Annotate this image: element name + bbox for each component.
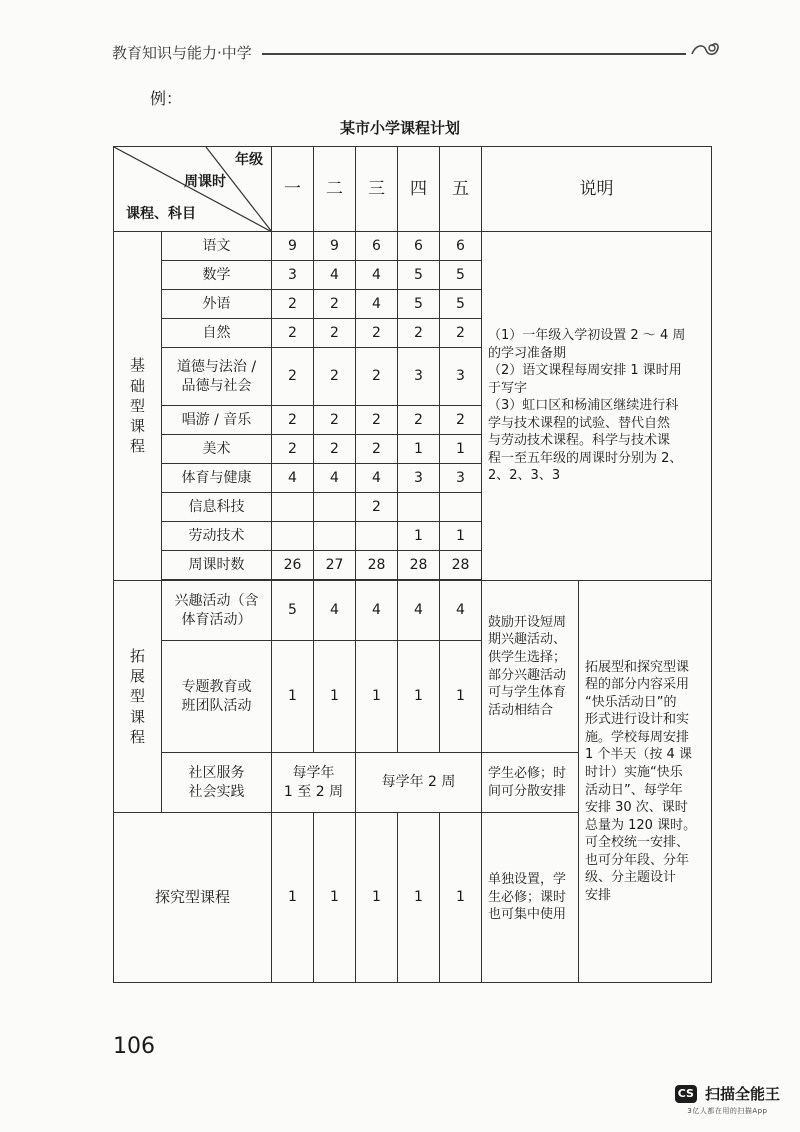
grade-header: 四 xyxy=(398,147,440,232)
scanner-app-name: 扫描全能王 xyxy=(704,1085,780,1103)
table-title: 某市小学课程计划 xyxy=(339,119,460,137)
table-row xyxy=(114,581,712,641)
hours-cell: 4 xyxy=(356,464,398,493)
category-extended: 拓 展 型 课 程 xyxy=(114,581,162,813)
hours-cell: 9 xyxy=(314,232,356,261)
community-grades-1-2: 每学年 1 至 2 周 xyxy=(272,753,356,813)
hours-cell: 1 xyxy=(440,435,482,464)
hours-cell: 1 xyxy=(440,522,482,551)
hours-cell: 1 xyxy=(314,641,356,753)
hours-cell: 28 xyxy=(440,551,482,580)
hours-cell: 2 xyxy=(356,348,398,406)
hours-cell xyxy=(272,493,314,522)
grade-header: 三 xyxy=(356,147,398,232)
hours-cell: 4 xyxy=(314,581,356,641)
hours-cell: 2 xyxy=(440,319,482,348)
hours-cell: 1 xyxy=(356,813,398,983)
subject-label: 唱游 / 音乐 xyxy=(162,406,272,435)
hours-cell: 2 xyxy=(314,435,356,464)
hours-cell: 5 xyxy=(440,290,482,319)
table-header-row xyxy=(114,147,712,232)
interest-note: 鼓励开设短周 期兴趣活动、 供学生选择； 部分兴趣活动 可与学生体育 活动相结合 xyxy=(482,581,579,753)
hours-cell: 5 xyxy=(398,290,440,319)
hours-cell: 4 xyxy=(356,290,398,319)
hours-cell: 6 xyxy=(440,232,482,261)
extended-inquiry-shared-note: 拓展型和探究型课 程的部分内容采用 “快乐活动日”的 形式进行设计和实 施。学校每周安排 1 个半天（按 4 课 时计）实施“快乐 活动日”、每学年 安排 30 次、课时 总量为 120 课时。 可全校统一安排、 也可分年段、分年 级、分主题设计 安排 xyxy=(579,581,712,983)
hours-cell: 2 xyxy=(398,319,440,348)
hours-cell: 1 xyxy=(440,813,482,983)
hours-cell: 28 xyxy=(356,551,398,580)
subject-label: 劳动技术 xyxy=(162,522,272,551)
example-label: 例： xyxy=(150,89,183,108)
hours-cell: 4 xyxy=(314,261,356,290)
hours-cell xyxy=(356,522,398,551)
subject-label: 信息科技 xyxy=(162,493,272,522)
grade-header: 二 xyxy=(314,147,356,232)
subject-label: 自然 xyxy=(162,319,272,348)
hours-cell xyxy=(314,522,356,551)
hours-cell: 2 xyxy=(356,435,398,464)
hours-cell: 26 xyxy=(272,551,314,580)
inquiry-label: 探究型课程 xyxy=(114,813,272,983)
hours-cell: 27 xyxy=(314,551,356,580)
page-number: 106 xyxy=(113,1034,155,1059)
hours-cell: 2 xyxy=(272,348,314,406)
hours-cell: 4 xyxy=(440,581,482,641)
corner-hours-label: 周课时 xyxy=(184,174,226,190)
hours-cell: 1 xyxy=(314,813,356,983)
hours-cell: 5 xyxy=(398,261,440,290)
notes-header: 说明 xyxy=(482,147,712,232)
category-basic: 基 础 型 课 程 xyxy=(114,232,162,581)
camscanner-logo-icon: CS xyxy=(675,1085,697,1103)
subject-label: 外语 xyxy=(162,290,272,319)
hours-cell: 2 xyxy=(398,406,440,435)
hours-cell: 2 xyxy=(440,406,482,435)
decorative-swirl-icon xyxy=(690,38,722,64)
subject-label: 语文 xyxy=(162,232,272,261)
hours-cell: 5 xyxy=(272,581,314,641)
subject-label: 社区服务 社会实践 xyxy=(162,753,272,813)
hours-cell: 6 xyxy=(356,232,398,261)
hours-cell: 1 xyxy=(272,813,314,983)
subject-label: 美术 xyxy=(162,435,272,464)
hours-cell: 4 xyxy=(398,581,440,641)
hours-cell: 4 xyxy=(272,464,314,493)
hours-cell: 1 xyxy=(272,641,314,753)
grade-header: 一 xyxy=(272,147,314,232)
hours-cell: 1 xyxy=(398,522,440,551)
grade-header: 五 xyxy=(440,147,482,232)
basic-notes: （1）一年级入学初设置 2 ～ 4 周 的学习准备期 （2）语文课程每周安排 1 课时用 于写字 （3）虹口区和杨浦区继续进行科 学与技术课程的试验、替代自然 与劳动技术课程。科学与技术课 程一至五年级的周课时分别为 2、 2、2、3、3 xyxy=(482,232,712,581)
header-rule xyxy=(262,53,686,55)
community-note: 学生必修；时 间可分散安排 xyxy=(482,753,579,813)
curriculum-table xyxy=(113,146,712,983)
page-header xyxy=(112,38,722,68)
hours-cell: 2 xyxy=(272,290,314,319)
corner-grade-label: 年级 xyxy=(235,152,263,168)
hours-cell: 4 xyxy=(314,464,356,493)
community-grades-3-5: 每学年 2 周 xyxy=(356,753,482,813)
inquiry-note: 单独设置，学 生必修；课时 也可集中使用 xyxy=(482,813,579,983)
subject-label: 道德与法治 / 品德与社会 xyxy=(162,348,272,406)
table-row xyxy=(114,232,712,261)
hours-cell: 1 xyxy=(440,641,482,753)
scanner-watermark xyxy=(675,1083,780,1116)
hours-cell: 3 xyxy=(398,464,440,493)
hours-cell: 3 xyxy=(440,348,482,406)
hours-cell: 2 xyxy=(314,290,356,319)
hours-cell: 6 xyxy=(398,232,440,261)
hours-cell: 4 xyxy=(356,261,398,290)
hours-cell: 9 xyxy=(272,232,314,261)
hours-cell: 2 xyxy=(356,406,398,435)
scanner-tagline: 3亿人都在用的扫描App xyxy=(687,1107,768,1115)
hours-cell: 5 xyxy=(440,261,482,290)
hours-cell: 4 xyxy=(356,581,398,641)
hours-cell: 1 xyxy=(398,813,440,983)
hours-cell: 3 xyxy=(440,464,482,493)
hours-cell: 2 xyxy=(314,348,356,406)
hours-cell: 3 xyxy=(398,348,440,406)
book-title: 教育知识与能力·中学 xyxy=(112,44,252,62)
subject-label: 兴趣活动（含 体育活动） xyxy=(162,581,272,641)
hours-cell: 2 xyxy=(272,435,314,464)
hours-cell xyxy=(272,522,314,551)
hours-cell: 2 xyxy=(356,319,398,348)
hours-cell xyxy=(314,493,356,522)
hours-cell: 1 xyxy=(398,641,440,753)
subject-label: 周课时数 xyxy=(162,551,272,580)
hours-cell: 2 xyxy=(314,406,356,435)
hours-cell: 2 xyxy=(314,319,356,348)
hours-cell: 3 xyxy=(272,261,314,290)
diagonal-corner-cell xyxy=(114,147,272,232)
hours-cell xyxy=(440,493,482,522)
hours-cell: 2 xyxy=(272,406,314,435)
corner-subject-label: 课程、科目 xyxy=(126,206,196,222)
hours-cell xyxy=(398,493,440,522)
hours-cell: 2 xyxy=(272,319,314,348)
hours-cell: 1 xyxy=(356,641,398,753)
hours-cell: 1 xyxy=(398,435,440,464)
hours-cell: 2 xyxy=(356,493,398,522)
subject-label: 数学 xyxy=(162,261,272,290)
hours-cell: 28 xyxy=(398,551,440,580)
subject-label: 体育与健康 xyxy=(162,464,272,493)
subject-label: 专题教育或 班团队活动 xyxy=(162,641,272,753)
